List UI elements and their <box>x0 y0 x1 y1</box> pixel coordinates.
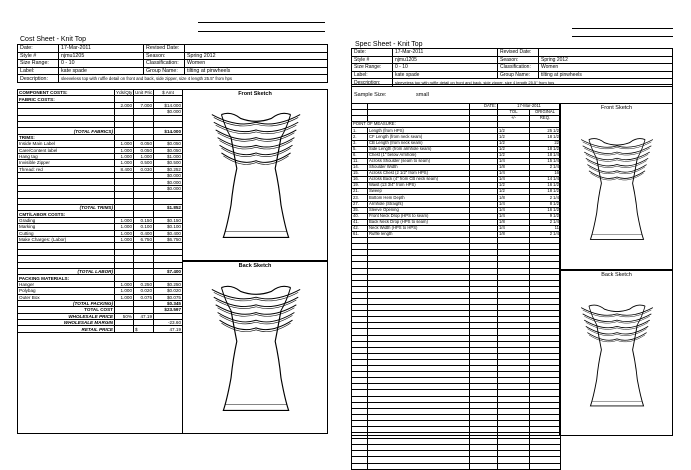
season-label: Season: <box>498 56 539 64</box>
style-label: Style # <box>352 56 393 64</box>
measure-tol: 1/4 <box>498 177 530 183</box>
class-label: Classification: <box>498 64 539 72</box>
total-value: $0.345 <box>154 300 183 306</box>
item-amt: $0.500 <box>154 160 183 166</box>
back-sketch-title: Back Sketch <box>238 263 272 269</box>
table-cell <box>470 463 498 469</box>
cost-table <box>17 89 183 333</box>
label-value[interactable]: kate spade <box>393 71 498 79</box>
item-name: Inside Main Label <box>18 141 115 147</box>
measure-tol: 1/2 <box>498 189 530 195</box>
item-amt: $0.020 <box>154 288 183 294</box>
measure-tol: 1/2 <box>498 128 530 134</box>
measure-value: 2 1/4 <box>530 231 561 237</box>
style-value[interactable]: njmu1205 <box>393 56 498 64</box>
blank-row <box>352 463 561 469</box>
yds-header: Yds/Qty <box>116 90 133 96</box>
item-amt: $0.100 <box>154 224 183 230</box>
measure-num: 14. <box>352 164 368 170</box>
item-amt: $0.150 <box>154 217 183 223</box>
item-unit: 0.400 <box>134 230 154 236</box>
measure-value: 16 <box>530 171 561 177</box>
size-value[interactable]: 0 - 10 <box>393 64 498 72</box>
measure-name: Sweep <box>368 189 470 195</box>
retail-currency: $ <box>134 326 154 332</box>
item-name: Outer Box <box>18 294 115 300</box>
item-name: Hanger <box>18 281 115 287</box>
measure-value: 9 1/2 <box>530 213 561 219</box>
measure-tol: 1/8 <box>498 231 530 237</box>
item-unit: 7.000 <box>134 102 154 108</box>
revised-label: Revised Date: <box>498 49 539 57</box>
style-value[interactable]: njmu1205 <box>59 52 144 60</box>
measure-tol: 1/8 <box>498 164 530 170</box>
item-qty: 2.000 <box>115 102 134 108</box>
item-amt: $6.750 <box>154 236 183 242</box>
spec-date-label: DATE: <box>470 104 498 110</box>
measure-name: Waist (13 3/4" from HPS) <box>368 183 470 189</box>
measure-value: 8 1/2 <box>530 201 561 207</box>
measure-name: Across Chest (2 1/2" from HPS) <box>368 171 470 177</box>
item-unit: 0.020 <box>134 288 154 294</box>
table-cell <box>498 463 530 469</box>
measure-num: 5. <box>352 146 368 152</box>
orig-header: ORIGINAL <box>530 110 561 116</box>
total-cost-label: TOTAL COST <box>18 307 115 313</box>
item-amt: $0.250 <box>154 281 183 287</box>
measure-num: 16. <box>352 177 368 183</box>
measure-num: 40. <box>352 213 368 219</box>
measure-value: 18 1/2 <box>530 189 561 195</box>
measure-tol: 1/4 <box>498 213 530 219</box>
measure-num: 23. <box>352 195 368 201</box>
group-value[interactable]: tilting at pinwheels <box>539 71 673 79</box>
item-qty: 1.000 <box>115 217 134 223</box>
group-label: Group Name: <box>498 71 539 79</box>
spec-table <box>351 103 561 470</box>
unit-header: Unit Pric <box>135 90 153 96</box>
measure-tol: 1/4 <box>498 201 530 207</box>
item-amt: $0.252 <box>154 166 183 172</box>
measure-tol: 1/4 <box>498 207 530 213</box>
total-label: (TOTAL FABRICS) <box>18 128 115 134</box>
measure-value: 18 1/2 <box>530 146 561 152</box>
measure-name: Side Length (from armhole seam) <box>368 146 470 152</box>
item-name: Hang tag <box>18 153 115 159</box>
item-unit: 0.150 <box>134 217 154 223</box>
item-amt: $0.050 <box>154 141 183 147</box>
item-qty: 1.000 <box>115 224 134 230</box>
front-sketch-title: Front Sketch <box>600 105 633 111</box>
measure-tol: 1/4 <box>498 171 530 177</box>
measure-name: Ruffle length <box>368 231 470 237</box>
item-unit: 0.075 <box>134 294 154 300</box>
measure-num: 2. <box>352 134 368 140</box>
measure-name: Shoulder Width <box>368 164 470 170</box>
table-cell <box>530 463 561 469</box>
item-amt: $0.000 <box>154 109 183 115</box>
measure-value: 16 1/2 <box>530 183 561 189</box>
measure-name: Front Neck Drop (HPS to seam) <box>368 213 470 219</box>
item-unit: 0.030 <box>134 166 154 172</box>
season-value[interactable]: Spring 2012 <box>539 56 673 64</box>
page-title: Spec Sheet - Knit Top <box>355 41 423 48</box>
measure-num: 61. <box>352 231 368 237</box>
tol-header: TOL <box>498 110 530 116</box>
item-amt: $0.050 <box>154 147 183 153</box>
approval-line <box>198 22 325 23</box>
measure-tol: 1/8 <box>498 219 530 225</box>
sample-size-value[interactable]: small <box>416 92 429 98</box>
spec-header-table <box>351 48 673 87</box>
measure-tol: 1/2 <box>498 140 530 146</box>
wholesale-price: 47.19 <box>134 313 154 319</box>
item-qty: 1.000 <box>115 230 134 236</box>
size-value[interactable]: 0 - 10 <box>59 60 144 68</box>
pom-label: POINT OF MEASURE: <box>352 122 470 128</box>
style-label: Style # <box>18 52 59 60</box>
item-unit: 0.050 <box>134 141 154 147</box>
measure-num: 3. <box>352 140 368 146</box>
size-label: Size Range: <box>352 64 393 72</box>
measure-value: 22 <box>530 140 561 146</box>
date-value[interactable]: 17-Mar-2011 <box>393 49 498 57</box>
measure-num: 1. <box>352 128 368 134</box>
item-unit: 6.750 <box>134 236 154 242</box>
section-label: CMT/LABOR COSTS: <box>18 211 115 217</box>
measure-value: 18 1/4 <box>530 152 561 158</box>
retail-value: 47.19 <box>154 326 183 332</box>
front-sketch-title: Front Sketch <box>238 91 272 97</box>
total-label: (TOTAL TRIMS) <box>18 205 115 211</box>
date-label: Date: <box>18 45 59 53</box>
table-cell <box>352 463 368 469</box>
measure-value: 2 1/4 <box>530 164 561 170</box>
measure-value: 15 1/4 <box>530 158 561 164</box>
item-name: Thread: red <box>18 166 115 172</box>
amt-header: $ Amt <box>154 90 183 96</box>
revised-value[interactable] <box>539 49 673 57</box>
wholesale-pct: 50% <box>115 313 134 319</box>
item-amt: $0.075 <box>154 294 183 300</box>
measure-value: 16 1/2 <box>530 207 561 213</box>
item-qty: 1.000 <box>115 294 134 300</box>
measure-num: 11. <box>352 158 368 164</box>
class-label: Classification: <box>144 60 185 68</box>
margin-value: -23.60 <box>154 320 183 326</box>
item-unit: 0.100 <box>134 224 154 230</box>
measure-value: 2 1/4 <box>530 219 561 225</box>
measure-value: 11 <box>530 225 561 231</box>
total-cost-value: $23.597 <box>154 307 183 313</box>
desc-label: Description: <box>352 79 393 87</box>
measure-tol: 1/8 <box>498 195 530 201</box>
total-value: $1.852 <box>154 205 183 211</box>
measure-num: 15. <box>352 171 368 177</box>
item-qty: 1.000 <box>115 141 134 147</box>
header-table <box>17 44 328 83</box>
total-label: (TOTAL LABOR) <box>18 268 115 274</box>
approval-line <box>572 28 673 29</box>
label-label: Label: <box>18 67 59 75</box>
item-name: Polybag <box>18 288 115 294</box>
measure-tol: 1/2 <box>498 152 530 158</box>
desc-value[interactable]: sleeveless top with ruffle detail on front and back, side zipper, size 4 length 25.5" from hps <box>393 79 673 87</box>
item-name: Marking <box>18 224 115 230</box>
section-label: FABRIC COSTS: <box>18 96 115 102</box>
item-amt: $0.000 <box>154 185 183 191</box>
item-name: Grading <box>18 217 115 223</box>
date-value[interactable]: 17-Mar-2011 <box>59 45 144 53</box>
table-cell <box>368 463 470 469</box>
label-label: Label: <box>352 71 393 79</box>
measure-name: CF Length (from neck seam) <box>368 134 470 140</box>
date-label: Date: <box>352 49 393 57</box>
item-amt: $0.000 <box>154 179 183 185</box>
group-value[interactable]: tilting at pinwheels <box>185 67 328 75</box>
table-cell <box>115 326 134 332</box>
desc-value[interactable]: sleeveless top with ruffle detail on front and back, side zipper, size 4 length 25.5" from hps <box>59 75 328 83</box>
revised-label: Revised Date: <box>144 45 185 53</box>
measure-value: 25 1/2 <box>530 128 561 134</box>
item-unit: 0.050 <box>134 147 154 153</box>
measure-name: Sleeve Opening <box>368 207 470 213</box>
section-label: TRIMS: <box>18 134 115 140</box>
measure-name: CB Length (from neck seam) <box>368 140 470 146</box>
retail-label: RETAIL PRICE <box>18 326 115 332</box>
revised-value[interactable] <box>185 45 328 53</box>
measure-num: 6. <box>352 152 368 158</box>
item-name: Cutting <box>18 230 115 236</box>
group-label: Group Name: <box>144 67 185 75</box>
item-qty: 1.000 <box>115 147 134 153</box>
measure-tol: 1/4 <box>498 225 530 231</box>
measure-num: 19. <box>352 183 368 189</box>
class-value[interactable]: Women <box>539 64 673 72</box>
measure-tol: 1/2 <box>498 146 530 152</box>
measure-name: Bottom Hem Depth <box>368 195 470 201</box>
item-amt: $1.000 <box>154 153 183 159</box>
measure-tol: 1/4 <box>498 158 530 164</box>
item-name: Invisible Zipper <box>18 160 115 166</box>
item-amt: $0.400 <box>154 230 183 236</box>
measure-name: Neck Width (HPS to HPS) <box>368 225 470 231</box>
measure-num: 27. <box>352 201 368 207</box>
measure-num: 35. <box>352 207 368 213</box>
measure-tol: 1/2 <box>498 134 530 140</box>
item-qty: 1.000 <box>115 236 134 242</box>
tol2-header: +/- <box>498 116 530 122</box>
item-qty: 8.400 <box>115 166 134 172</box>
item-unit: 0.500 <box>134 160 154 166</box>
component-header: COMPONENT COSTS: <box>18 90 115 96</box>
measure-name: Across Back (4" from CB neck seam) <box>368 177 470 183</box>
measure-value: 14 1/4 <box>530 177 561 183</box>
page-title: Cost Sheet - Knit Top <box>20 36 87 43</box>
item-name: Make Charges: (Labor) <box>18 236 115 242</box>
back-sketch-drawing <box>208 268 304 430</box>
front-sketch-drawing <box>578 112 656 267</box>
sample-size-label: Sample Size: <box>354 92 387 98</box>
item-qty: 1.000 <box>115 288 134 294</box>
measure-num: 21. <box>352 189 368 195</box>
total-label: (TOTAL PACKING) <box>18 300 115 306</box>
measure-name: Armhole (Straight) <box>368 201 470 207</box>
back-sketch-title: Back Sketch <box>601 272 632 278</box>
measure-name: Length (from HPS) <box>368 128 470 134</box>
item-unit: 0.250 <box>134 281 154 287</box>
approval-line <box>198 31 325 32</box>
desc-label: Description: <box>18 75 59 83</box>
item-qty: 1.000 <box>115 281 134 287</box>
size-label: Size Range: <box>18 60 59 68</box>
measure-value: 2 1/4 <box>530 195 561 201</box>
item-qty: 1.000 <box>115 153 134 159</box>
measure-tol: 1/2 <box>498 183 530 189</box>
measure-name: Across Shoulder (seam to seam) <box>368 158 470 164</box>
class-value[interactable]: Women <box>185 60 328 68</box>
retail-row <box>18 326 183 332</box>
wholesale-label: WHOLESALE PRICE <box>18 313 115 319</box>
label-value[interactable]: kate spade <box>59 67 144 75</box>
front-sketch-drawing <box>208 96 304 256</box>
total-value: $7.400 <box>154 268 183 274</box>
back-sketch-drawing <box>578 279 656 433</box>
item-name: Care/Content label <box>18 147 115 153</box>
item-unit: 1.000 <box>134 153 154 159</box>
measure-num: 41. <box>352 219 368 225</box>
measure-num: 42. <box>352 225 368 231</box>
section-label: PACKING MATERIALS: <box>18 275 115 281</box>
measure-value: 18 1/2 <box>530 134 561 140</box>
item-amt: $14.000 <box>154 102 183 108</box>
measure-name: Back Neck Drop (HPS to seam) <box>368 219 470 225</box>
item-amt: $0.000 <box>154 173 183 179</box>
req-header: REQ. <box>530 116 561 122</box>
item-qty: 1.000 <box>115 160 134 166</box>
margin-label: WHOLESALE MARGIN <box>18 320 115 326</box>
season-value[interactable]: Spring 2012 <box>185 52 328 60</box>
approval-line <box>572 36 673 37</box>
measure-name: Chest (1" below Armhole) <box>368 152 470 158</box>
spec-date-value: 17-Mar-2011 <box>498 104 561 110</box>
season-label: Season: <box>144 52 185 60</box>
total-value: $14.000 <box>154 128 183 134</box>
